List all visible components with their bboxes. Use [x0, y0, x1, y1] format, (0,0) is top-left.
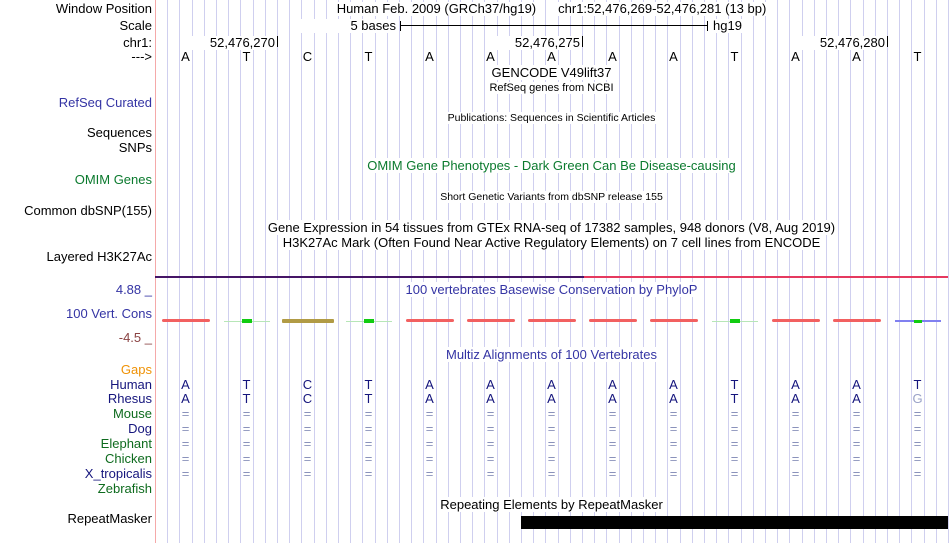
alignment-cell[interactable]: =	[486, 406, 495, 421]
alignment-cell[interactable]: =	[486, 451, 495, 466]
species-label-elephant[interactable]: Elephant	[100, 436, 152, 451]
scale-label: Scale	[119, 18, 152, 33]
alignment-cell[interactable]: =	[730, 466, 739, 481]
alignment-cell[interactable]: =	[425, 436, 434, 451]
phylop-mark[interactable]	[242, 319, 252, 323]
alignment-cell[interactable]: =	[669, 406, 678, 421]
repeatmasker-label[interactable]: RepeatMasker	[67, 511, 152, 526]
scale-bases-text: 5 bases	[300, 19, 396, 33]
gtex-track-title[interactable]: Gene Expression in 54 tissues from GTEx RNA-seq of 17382 samples, 948 donors (V8, Aug 2019)	[267, 220, 836, 235]
alignment-cell[interactable]: =	[669, 451, 678, 466]
conservation-max-value: 4.88 _	[115, 282, 152, 297]
phylop-mark[interactable]	[364, 319, 374, 323]
alignment-cell[interactable]: T	[364, 377, 373, 392]
base-letter: A	[486, 49, 495, 64]
alignment-cell[interactable]: =	[608, 451, 617, 466]
alignment-cell[interactable]: T	[730, 391, 739, 406]
alignment-cell[interactable]: T	[242, 391, 251, 406]
alignment-cell[interactable]: =	[730, 436, 739, 451]
alignment-cell[interactable]: A	[791, 377, 800, 392]
alignment-cell[interactable]: =	[669, 466, 678, 481]
phylop-mark[interactable]	[162, 319, 210, 322]
species-label-rhesus[interactable]: Rhesus	[107, 391, 152, 406]
alignment-cell[interactable]: =	[608, 406, 617, 421]
base-letter: T	[364, 49, 373, 64]
species-label-zebrafish[interactable]: Zebrafish	[97, 481, 152, 496]
common-dbsnp-label[interactable]: Common dbSNP(155)	[24, 203, 152, 218]
alignment-cell[interactable]: A	[425, 391, 434, 406]
alignment-cell[interactable]: A	[486, 391, 495, 406]
alignment-cell[interactable]: =	[364, 436, 373, 451]
alignment-cell[interactable]: =	[608, 436, 617, 451]
alignment-cell[interactable]: =	[425, 421, 434, 436]
base-letter: A	[791, 49, 800, 64]
alignment-cell[interactable]: =	[608, 466, 617, 481]
alignment-cell[interactable]: =	[181, 406, 190, 421]
alignment-cell[interactable]: =	[364, 406, 373, 421]
alignment-cell[interactable]: =	[486, 466, 495, 481]
alignment-cell[interactable]: =	[791, 421, 800, 436]
window-position-label: Window Position	[55, 1, 152, 16]
alignment-cell[interactable]: =	[364, 451, 373, 466]
base-letter: A	[608, 49, 617, 64]
alignment-cell[interactable]: =	[669, 421, 678, 436]
layered-h3k27ac-label[interactable]: Layered H3K27Ac	[46, 249, 152, 264]
base-letter: A	[669, 49, 678, 64]
gencode-track-title[interactable]: GENCODE V49lift37	[491, 65, 612, 80]
phylop-mark[interactable]	[467, 319, 515, 322]
alignment-cell[interactable]: =	[669, 436, 678, 451]
sequences-label[interactable]: Sequences	[86, 125, 152, 140]
base-letter: T	[242, 49, 251, 64]
base-letter: T	[913, 49, 922, 64]
alignment-cell[interactable]: A	[425, 377, 434, 392]
base-letter: A	[547, 49, 556, 64]
alignment-cell[interactable]: =	[242, 421, 251, 436]
scale-bar-line	[400, 25, 707, 26]
phylop-mark[interactable]	[772, 319, 820, 322]
alignment-cell[interactable]: T	[730, 377, 739, 392]
coordinate-label: 52,476,280	[795, 36, 885, 50]
alignment-cell[interactable]: =	[730, 451, 739, 466]
species-label-dog[interactable]: Dog	[128, 421, 152, 436]
alignment-cell[interactable]: A	[791, 391, 800, 406]
alignment-cell[interactable]: =	[181, 436, 190, 451]
alignment-cell[interactable]: =	[181, 466, 190, 481]
phylop-mark[interactable]	[650, 319, 698, 322]
alignment-cell[interactable]: =	[303, 451, 312, 466]
alignment-cell[interactable]: =	[852, 406, 861, 421]
alignment-cell[interactable]: =	[303, 436, 312, 451]
position-range: chr1:52,476,269-52,476,281 (13 bp)	[558, 1, 767, 16]
conservation-min-value: -4.5 _	[118, 330, 152, 345]
alignment-cell[interactable]: =	[791, 466, 800, 481]
alignment-cell[interactable]: =	[181, 421, 190, 436]
alignment-cell[interactable]: =	[913, 436, 922, 451]
alignment-cell[interactable]: =	[730, 421, 739, 436]
alignment-cell[interactable]: =	[791, 451, 800, 466]
alignment-cell[interactable]: =	[364, 466, 373, 481]
alignment-cell[interactable]: =	[242, 436, 251, 451]
genome-build-label: hg19	[713, 18, 742, 33]
alignment-cell[interactable]: A	[669, 377, 678, 392]
alignment-cell[interactable]: =	[242, 406, 251, 421]
alignment-cell[interactable]: A	[608, 377, 617, 392]
refseq-curated-label[interactable]: RefSeq Curated	[58, 95, 152, 110]
scale-bar-left-cap	[400, 21, 401, 31]
vert-cons-label[interactable]: 100 Vert. Cons	[66, 306, 152, 321]
base-letter: C	[302, 49, 313, 64]
alignment-cell[interactable]: =	[852, 421, 861, 436]
alignment-cell[interactable]: C	[302, 391, 313, 406]
alignment-cell[interactable]: =	[791, 406, 800, 421]
alignment-cell[interactable]: =	[547, 421, 556, 436]
alignment-cell[interactable]: T	[242, 377, 251, 392]
alignment-cell[interactable]: C	[302, 377, 313, 392]
phylop-mark[interactable]	[282, 319, 334, 323]
alignment-cell[interactable]: A	[608, 391, 617, 406]
alignment-cell[interactable]: =	[608, 421, 617, 436]
alignment-cell[interactable]: =	[486, 436, 495, 451]
phylop-mark[interactable]	[833, 319, 881, 322]
alignment-cell[interactable]: =	[303, 466, 312, 481]
alignment-cell[interactable]: =	[547, 466, 556, 481]
alignment-cell[interactable]: =	[425, 406, 434, 421]
alignment-cell[interactable]: A	[852, 391, 861, 406]
alignment-cell[interactable]: A	[547, 377, 556, 392]
alignment-cell[interactable]: =	[303, 421, 312, 436]
species-label-chicken[interactable]: Chicken	[105, 451, 152, 466]
coordinate-tick	[277, 36, 278, 47]
alignment-cell[interactable]: A	[181, 377, 190, 392]
alignment-cell[interactable]: T	[364, 391, 373, 406]
alignment-cell[interactable]: A	[547, 391, 556, 406]
omim-track-title[interactable]: OMIM Gene Phenotypes - Dark Green Can Be Disease-causing	[367, 158, 736, 173]
h3k27ac-dense-track-right-segment[interactable]	[584, 276, 948, 278]
alignment-cell[interactable]: A	[852, 377, 861, 392]
base-letter: A	[425, 49, 434, 64]
dbsnp-track-title[interactable]: Short Genetic Variants from dbSNP release 155	[440, 191, 663, 203]
alignment-cell[interactable]: T	[913, 377, 922, 392]
coordinate-tick	[582, 36, 583, 47]
publications-track-title[interactable]: Publications: Sequences in Scientific Articles	[447, 112, 656, 124]
conservation-track-title[interactable]: 100 vertebrates Basewise Conservation by PhyloP	[405, 282, 698, 297]
species-label-human[interactable]: Human	[110, 377, 152, 392]
alignment-cell[interactable]: =	[547, 406, 556, 421]
chromosome-label: chr1:	[123, 35, 152, 50]
phylop-mark[interactable]	[914, 320, 922, 323]
coordinate-label: 52,476,275	[490, 36, 580, 50]
alignment-cell[interactable]: =	[913, 466, 922, 481]
alignment-cell[interactable]: =	[242, 451, 251, 466]
alignment-cell[interactable]: A	[181, 391, 190, 406]
base-letter: A	[181, 49, 190, 64]
alignment-cell[interactable]: =	[181, 451, 190, 466]
alignment-cell[interactable]: =	[486, 421, 495, 436]
snps-label[interactable]: SNPs	[118, 140, 152, 155]
phylop-mark[interactable]	[730, 319, 740, 323]
omim-genes-label[interactable]: OMIM Genes	[74, 172, 152, 187]
coordinate-label: 52,476,270	[185, 36, 275, 50]
alignment-cell[interactable]: =	[242, 466, 251, 481]
alignment-cell[interactable]: =	[547, 451, 556, 466]
coordinate-tick	[887, 36, 888, 47]
assembly-name: Human Feb. 2009 (GRCh37/hg19)	[336, 1, 537, 16]
h3k27ac-track-title[interactable]: H3K27Ac Mark (Often Found Near Active Regulatory Elements) on 7 cell lines from ENCODE	[282, 235, 821, 250]
alignment-cell[interactable]: =	[852, 466, 861, 481]
alignment-cell[interactable]: =	[364, 421, 373, 436]
alignment-cell[interactable]: =	[913, 406, 922, 421]
alignment-cell[interactable]: =	[913, 421, 922, 436]
strand-arrow: --->	[131, 49, 152, 64]
alignment-cell[interactable]: =	[425, 451, 434, 466]
alignment-cell[interactable]: A	[486, 377, 495, 392]
h3k27ac-dense-track-left-segment[interactable]	[155, 276, 584, 278]
refseq-track-title[interactable]: RefSeq genes from NCBI	[489, 82, 614, 94]
alignment-cell[interactable]: =	[303, 406, 312, 421]
alignment-cell[interactable]: =	[791, 436, 800, 451]
base-letter: T	[730, 49, 739, 64]
gridline	[948, 0, 949, 543]
alignment-cell[interactable]: =	[730, 406, 739, 421]
phylop-mark[interactable]	[528, 319, 576, 322]
gaps-label[interactable]: Gaps	[120, 362, 152, 377]
phylop-mark[interactable]	[589, 319, 637, 322]
alignment-cell[interactable]: =	[852, 436, 861, 451]
alignment-cell[interactable]: =	[547, 436, 556, 451]
repeatmasker-track-title[interactable]: Repeating Elements by RepeatMasker	[440, 497, 663, 512]
alignment-cell[interactable]: G	[912, 391, 923, 406]
alignment-cell[interactable]: =	[852, 451, 861, 466]
alignment-cell[interactable]: A	[669, 391, 678, 406]
scale-bar-right-cap	[707, 21, 708, 31]
species-label-x_tropicalis[interactable]: X_tropicalis	[84, 466, 152, 481]
base-letter: A	[852, 49, 861, 64]
multiz-track-title[interactable]: Multiz Alignments of 100 Vertebrates	[445, 347, 657, 362]
window-title	[155, 2, 948, 16]
repeat-element-bar[interactable]	[521, 516, 948, 529]
alignment-cell[interactable]: =	[913, 451, 922, 466]
alignment-cell[interactable]: =	[425, 466, 434, 481]
phylop-mark[interactable]	[406, 319, 454, 322]
species-label-mouse[interactable]: Mouse	[112, 406, 152, 421]
